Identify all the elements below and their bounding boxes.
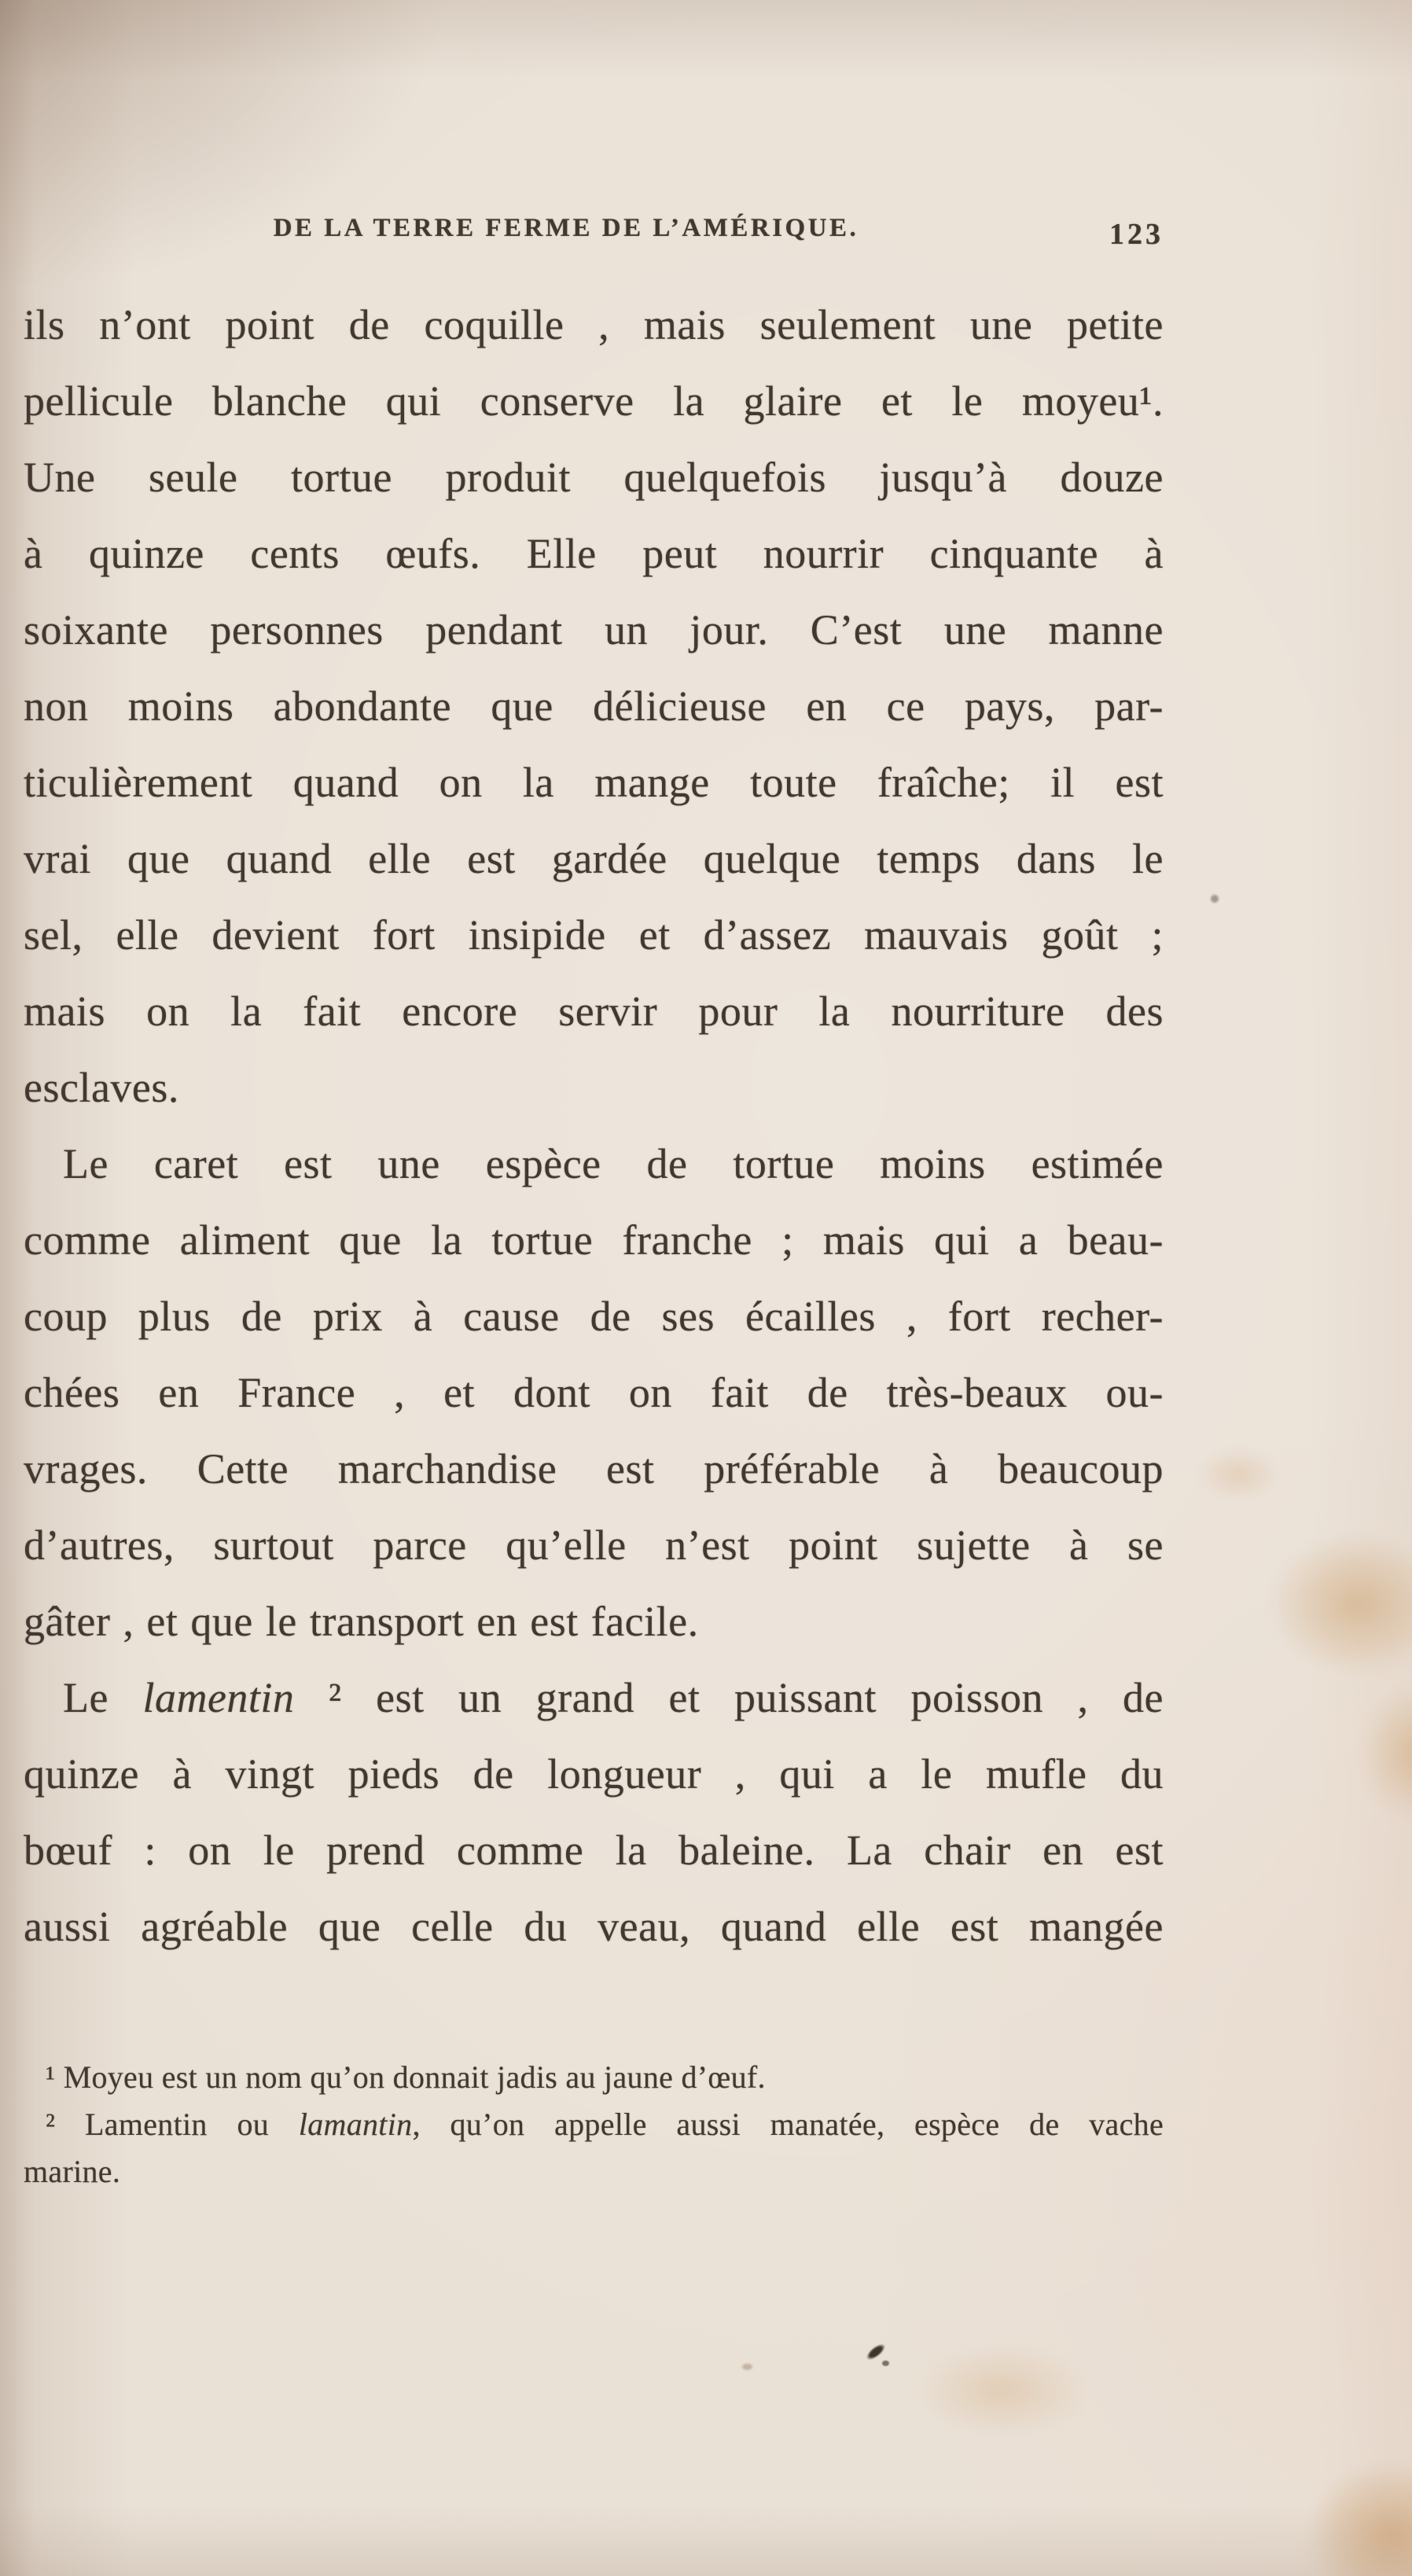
footnote-2-continuation: marine.: [24, 2154, 121, 2189]
text-line: gâter , et que le transport en est facile.: [24, 1598, 699, 1645]
text-line: vrages. Cette marchandise est préférable à beaucoup: [24, 1445, 1164, 1492]
text-segment: , qu’on appelle aussi manatée, espèce de vache: [412, 2107, 1164, 2142]
ink-speck: [742, 2364, 752, 2370]
text-line: chées en France , et dont on fait de très-beaux ou-: [24, 1369, 1164, 1416]
text-line: Le caret est une espèce de tortue moins estimée: [63, 1140, 1164, 1187]
text-line: Une seule tortue produit quelquefois jusqu’à douze: [24, 454, 1164, 501]
italic-word: lamentin: [142, 1674, 295, 1721]
ink-speck: [862, 2340, 889, 2364]
foxing-stain: [1357, 1683, 1412, 1824]
text-line: soixante personnes pendant un jour. C’est une manne: [24, 606, 1164, 653]
body-text: [24, 287, 1164, 1965]
text-line: ils n’ont point de coquille , mais seulement une petite: [24, 301, 1164, 348]
text-line: aussi agréable que celle du veau, quand elle est mangée: [24, 1903, 1164, 1950]
text-line: coup plus de prix à cause de ses écailles , fort recher-: [24, 1293, 1164, 1340]
text-line: [24, 1660, 1164, 1736]
text-line: pellicule blanche qui conserve la glaire et le moyeu¹.: [24, 377, 1164, 425]
text-line: mais on la fait encore servir pour la nourriture des: [24, 988, 1164, 1035]
ink-speck: [1211, 895, 1219, 903]
foxing-stain: [912, 2343, 1093, 2438]
foxing-stain: [1195, 1447, 1281, 1502]
text-line: à quinze cents œufs. Elle peut nourrir cinquante à: [24, 530, 1164, 577]
text-line: bœuf : on le prend comme la baleine. La chair en est: [24, 1827, 1164, 1874]
foxing-stain: [1270, 1533, 1412, 1675]
page-number: 123: [1109, 218, 1164, 251]
italic-word: lamantin: [298, 2107, 413, 2142]
text-line: vrai que quand elle est gardée quelque temps dans le: [24, 835, 1164, 882]
text-line: ticulièrement quand on la mange toute fraîche; il est: [24, 759, 1164, 806]
running-title: DE LA TERRE FERME DE L’AMÉRIQUE.: [273, 214, 859, 242]
text-line: d’autres, surtout parce qu’elle n’est point sujette à se: [24, 1522, 1164, 1569]
text-line: quinze à vingt pieds de longueur , qui a le mufle du: [24, 1750, 1164, 1798]
footnote-1: ¹ Moyeu est un nom qu’on donnait jadis au jaune d’œuf.: [46, 2059, 766, 2095]
text-line: non moins abondante que délicieuse en ce pays, par-: [24, 683, 1164, 730]
text-line: esclaves.: [24, 1064, 179, 1111]
text-line: sel, elle devient fort insipide et d’assez mauvais goût ;: [24, 911, 1164, 959]
text-segment: Le: [63, 1674, 143, 1721]
foxing-stain: [1305, 2461, 1412, 2576]
footnote-2: [24, 2101, 1164, 2148]
ink-speck: [882, 2361, 889, 2366]
text-line: comme aliment que la tortue franche ; mais qui a beau-: [24, 1216, 1164, 1264]
footnotes: [24, 2054, 1164, 2195]
text-segment: ² est un grand et puissant poisson , de: [294, 1674, 1164, 1721]
text-segment: ² Lamentin ou: [46, 2107, 299, 2142]
